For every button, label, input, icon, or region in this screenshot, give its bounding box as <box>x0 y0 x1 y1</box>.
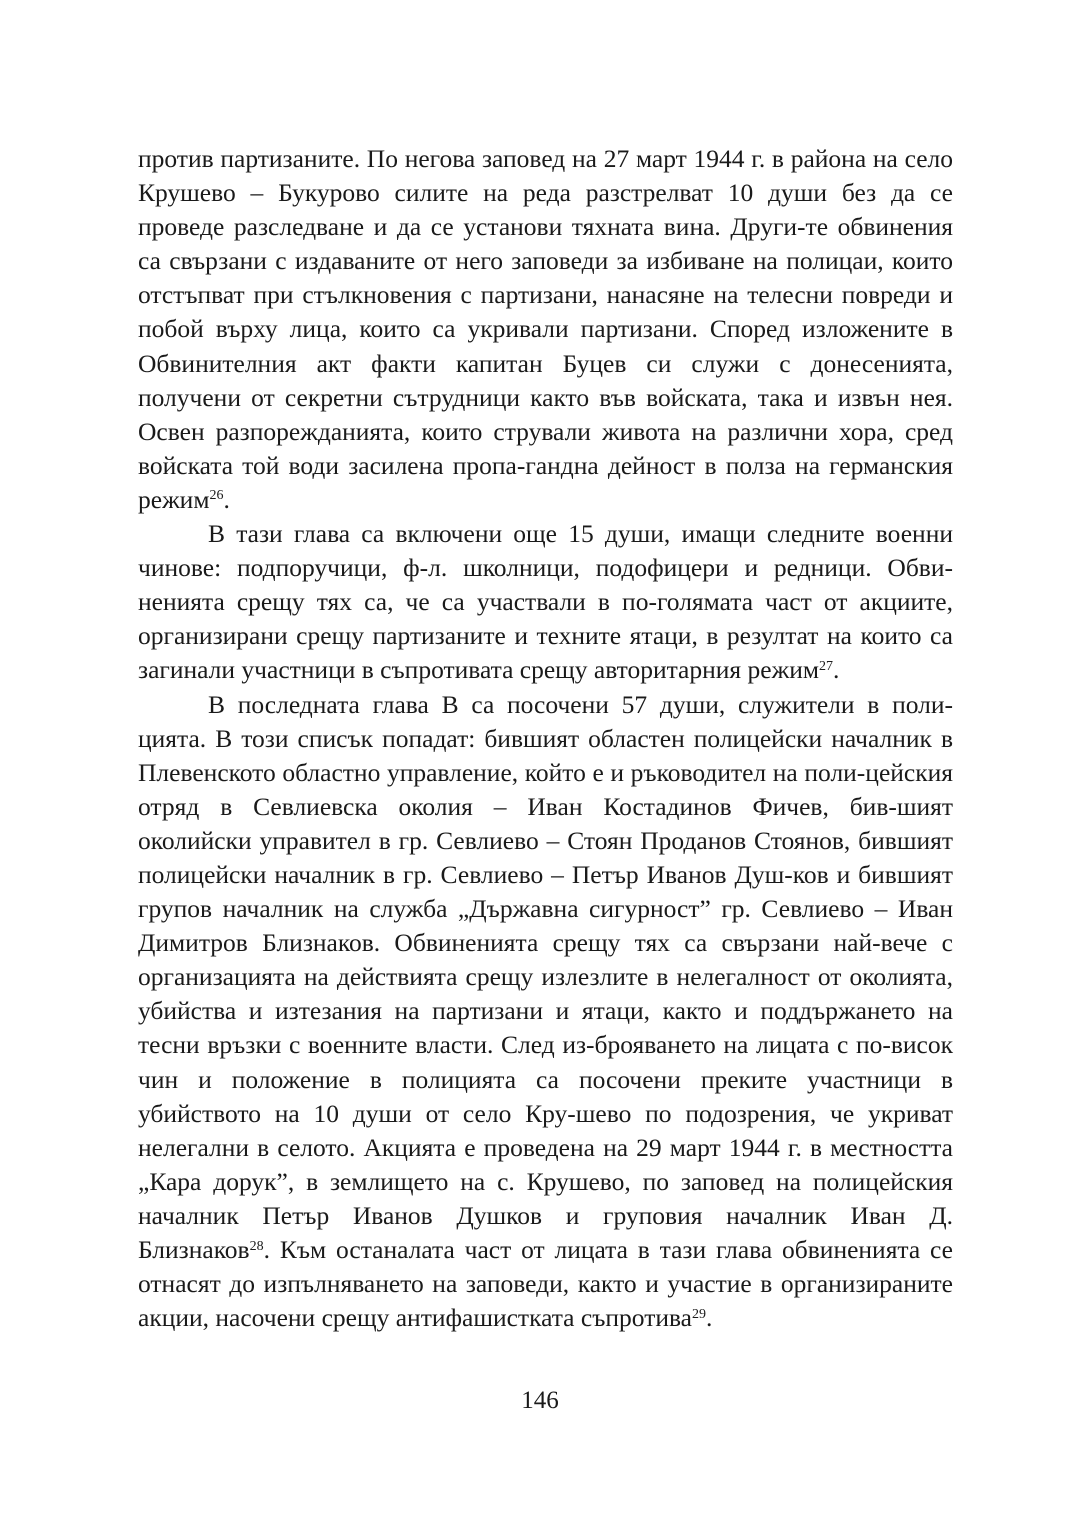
paragraph-1-end: . <box>223 484 230 514</box>
paragraph-2-end: . <box>833 655 840 685</box>
page-number: 146 <box>521 1387 559 1414</box>
body-text <box>138 142 953 1335</box>
footnote-ref-28: 28 <box>249 1238 264 1254</box>
paragraph-2-text: В тази глава са включени още 15 души, имащи следните военни чинове: подпоручици, ф-л. школници, подофицери и редници. Обви-ненията срещу тях са, че са участвали в по-голямата част от акциите, организирани срещу партизаните и техните ятаци, в резултат на които са загинали участници в съпротивата срещу авторитарния режим <box>138 519 953 685</box>
footnote-ref-27: 27 <box>819 658 833 674</box>
paragraph-3-end: . <box>706 1303 713 1333</box>
paragraph-3-middle: . Към останалата част от лицата в тази глава обвиненията се отнасят до изпълняването на заповеди, както и участие в организираните акции, насочени срещу антифашистката съпротива <box>138 1235 953 1333</box>
paragraph-3 <box>138 688 953 1336</box>
footnote-ref-26: 26 <box>209 488 224 504</box>
paragraph-3-text: В последната глава В са посочени 57 души, служители в поли-цията. В този списък попадат: бившият областен полицейски началник в Плевенското областно управление, който е и ръководител на поли-цейския отряд в Севлиевска околия – Иван Костадинов Фичев, бив-шият околийски управител в гр. Севлиево – Стоян Проданов Стоянов, бившият полицейски началник в гр. Севлиево – Петър Иванов Душ-ков и бившият групов началник на служба „Държавна сигурност” гр. Севлиево – Иван Димитров Близнаков. Обвиненията срещу тях са свързани най-вече с организацията на действията срещу излезлите в нелегалност от околията, убийства и изтезания на партизани и ятаци, както и поддържането на тесни връзки с военните власти. След из-брояването на лицата с по-висок чин и положение в полицията са посочени преките участници в убийството на 10 души от село Кру-шево по подозрения, че укриват нелегални в селото. Акцията е проведена на 29 март 1944 г. в местността „Кара дорук”, в землището на с. Крушево, по заповед на полицейския началник Петър Иванов Душков и груповия началник Иван Д. Близнаков <box>138 689 953 1264</box>
paragraph-1 <box>138 142 953 517</box>
paragraph-1-text: против партизаните. По негова заповед на 27 март 1944 г. в района на село Крушево – Букурово силите на реда разстрелват 10 души без да се проведе разследване и да се установи тяхната вина. Други-те обвинения са свързани с издаваните от него заповеди за избиване на полицаи, които отстъпват при стълкновения с партизани, нанасяне на телесни повреди и побой върху лица, които са укривали партизани. Според изложените в Обвинителния акт факти капитан Буцев си служи с донесенията, получени от секретни сътрудници както във войската, така и извън нея. Освен разпорежданията, които стрували живота на различни хора, сред войската той води засилена пропа-гандна дейност в полза на германския режим <box>138 144 953 514</box>
paragraph-2 <box>138 517 953 687</box>
footnote-ref-29: 29 <box>692 1306 707 1322</box>
